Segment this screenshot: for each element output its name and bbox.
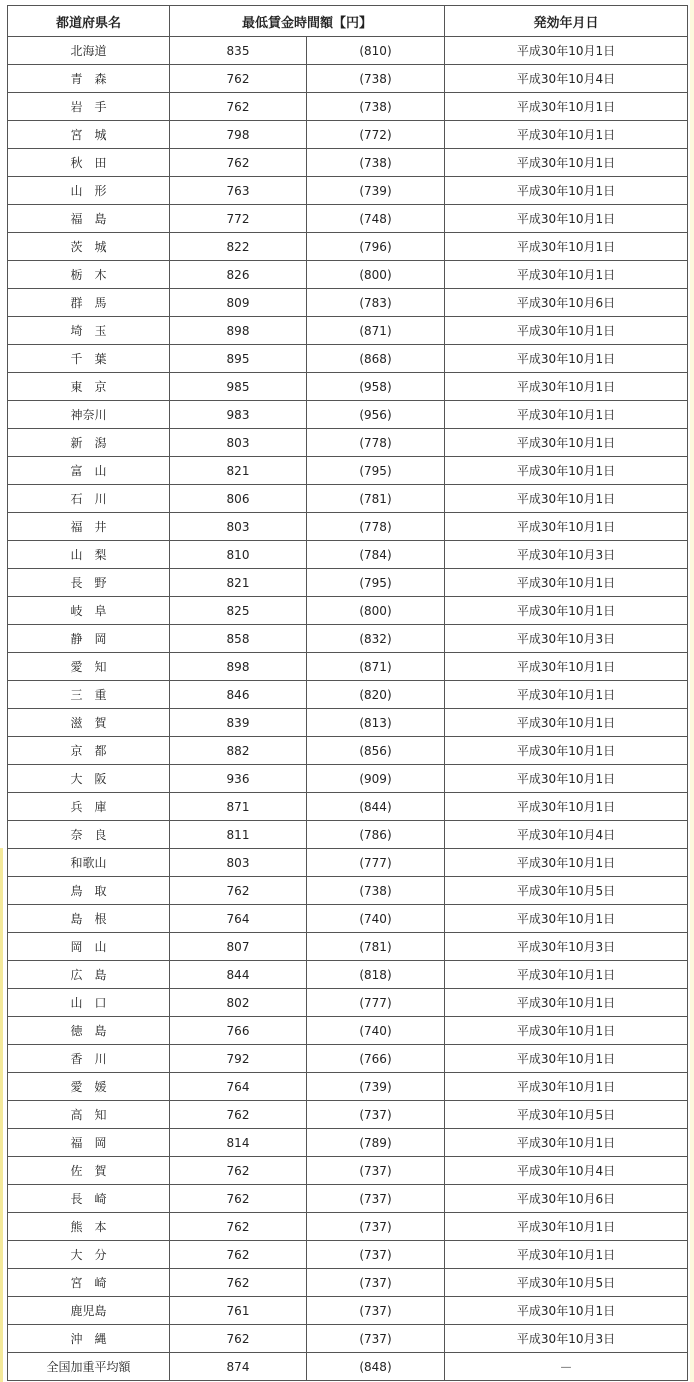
effective-date-cell: 平成30年10月1日 [445,1297,688,1325]
left-accent-stripe [0,848,3,1382]
table-row [8,653,688,681]
wage-cell: 882 [170,737,307,765]
effective-date-cell: 平成30年10月4日 [445,821,688,849]
wage-cell: 772 [170,205,307,233]
previous-wage-cell: (778) [307,429,445,457]
table-row [8,681,688,709]
prefecture-cell: 高 知 [8,1101,170,1129]
table-row [8,933,688,961]
wage-cell: 811 [170,821,307,849]
previous-wage-cell: (737) [307,1157,445,1185]
effective-date-cell: 平成30年10月5日 [445,877,688,905]
previous-wage-cell: (800) [307,261,445,289]
prefecture-cell: 東 京 [8,373,170,401]
header-row [8,6,688,37]
prefecture-cell: 千 葉 [8,345,170,373]
prefecture-cell: 北海道 [8,37,170,65]
wage-cell: 895 [170,345,307,373]
wage-cell: 803 [170,429,307,457]
prefecture-cell: 富 山 [8,457,170,485]
previous-wage-cell: (738) [307,93,445,121]
table-row [8,1325,688,1353]
effective-date-cell: 平成30年10月1日 [445,1213,688,1241]
previous-wage-cell: (783) [307,289,445,317]
table-row [8,149,688,177]
previous-wage-cell: (740) [307,1017,445,1045]
table-row [8,737,688,765]
effective-date-cell: 平成30年10月6日 [445,1185,688,1213]
table-row [8,345,688,373]
previous-wage-cell: (737) [307,1269,445,1297]
prefecture-cell: 山 口 [8,989,170,1017]
wage-cell: 806 [170,485,307,513]
prefecture-cell: 滋 賀 [8,709,170,737]
wage-cell: 985 [170,373,307,401]
previous-wage-cell: (739) [307,177,445,205]
previous-wage-cell: (739) [307,1073,445,1101]
wage-cell: 814 [170,1129,307,1157]
previous-wage-cell: (738) [307,65,445,93]
previous-wage-cell: (738) [307,877,445,905]
wage-cell: 822 [170,233,307,261]
previous-wage-cell: (909) [307,765,445,793]
wage-cell: 983 [170,401,307,429]
wage-cell: 826 [170,261,307,289]
effective-date-cell: 平成30年10月1日 [445,1045,688,1073]
effective-date-cell: 平成30年10月1日 [445,681,688,709]
previous-wage-cell: (818) [307,961,445,989]
header-effective-date: 発効年月日 [445,6,688,37]
prefecture-cell: 愛 媛 [8,1073,170,1101]
previous-wage-cell: (789) [307,1129,445,1157]
effective-date-cell: 平成30年10月1日 [445,653,688,681]
effective-date-cell: 平成30年10月1日 [445,261,688,289]
prefecture-cell: 京 都 [8,737,170,765]
table-row [8,457,688,485]
effective-date-cell: 平成30年10月1日 [445,401,688,429]
table-row [8,317,688,345]
wage-cell: 821 [170,569,307,597]
effective-date-cell: 平成30年10月5日 [445,1101,688,1129]
effective-date-cell: 平成30年10月1日 [445,177,688,205]
previous-wage-cell: (738) [307,149,445,177]
effective-date-cell: 平成30年10月1日 [445,429,688,457]
table-row [8,37,688,65]
wage-cell: 809 [170,289,307,317]
table-row [8,289,688,317]
wage-cell: 792 [170,1045,307,1073]
effective-date-cell: 平成30年10月3日 [445,1325,688,1353]
effective-date-cell: 平成30年10月1日 [445,989,688,1017]
prefecture-cell: 岐 阜 [8,597,170,625]
header-prefecture: 都道府県名 [8,6,170,37]
previous-wage-cell: (795) [307,457,445,485]
prefecture-cell: 島 根 [8,905,170,933]
previous-wage-cell: (737) [307,1325,445,1353]
previous-wage-cell: (848) [307,1353,445,1381]
table-row [8,401,688,429]
previous-wage-cell: (781) [307,485,445,513]
prefecture-cell: 長 崎 [8,1185,170,1213]
table-row [8,961,688,989]
prefecture-cell: 秋 田 [8,149,170,177]
table-row [8,485,688,513]
prefecture-cell: 愛 知 [8,653,170,681]
wage-cell: 810 [170,541,307,569]
wage-cell: 762 [170,1101,307,1129]
prefecture-cell: 鹿児島 [8,1297,170,1325]
previous-wage-cell: (844) [307,793,445,821]
wage-cell: 874 [170,1353,307,1381]
table-row [8,849,688,877]
effective-date-cell: 平成30年10月1日 [445,513,688,541]
prefecture-cell: 山 梨 [8,541,170,569]
prefecture-cell: 岡 山 [8,933,170,961]
previous-wage-cell: (796) [307,233,445,261]
effective-date-cell: 平成30年10月1日 [445,737,688,765]
previous-wage-cell: (737) [307,1241,445,1269]
prefecture-cell: 和歌山 [8,849,170,877]
table-row [8,1017,688,1045]
prefecture-cell: 神奈川 [8,401,170,429]
table-row [8,1157,688,1185]
previous-wage-cell: (958) [307,373,445,401]
effective-date-cell: － [445,1353,688,1381]
previous-wage-cell: (772) [307,121,445,149]
previous-wage-cell: (800) [307,597,445,625]
prefecture-cell: 三 重 [8,681,170,709]
prefecture-cell: 宮 崎 [8,1269,170,1297]
wage-cell: 762 [170,1157,307,1185]
effective-date-cell: 平成30年10月3日 [445,625,688,653]
wage-cell: 762 [170,1241,307,1269]
prefecture-cell: 大 阪 [8,765,170,793]
prefecture-cell: 福 井 [8,513,170,541]
wage-cell: 766 [170,1017,307,1045]
wage-cell: 858 [170,625,307,653]
effective-date-cell: 平成30年10月1日 [445,1129,688,1157]
table-row [8,793,688,821]
previous-wage-cell: (868) [307,345,445,373]
prefecture-cell: 山 形 [8,177,170,205]
prefecture-cell: 徳 島 [8,1017,170,1045]
previous-wage-cell: (737) [307,1297,445,1325]
wage-cell: 764 [170,905,307,933]
table-row [8,1185,688,1213]
table-row [8,65,688,93]
prefecture-cell: 大 分 [8,1241,170,1269]
effective-date-cell: 平成30年10月1日 [445,849,688,877]
previous-wage-cell: (795) [307,569,445,597]
wage-cell: 835 [170,37,307,65]
prefecture-cell: 青 森 [8,65,170,93]
prefecture-cell: 群 馬 [8,289,170,317]
table-row [8,513,688,541]
prefecture-cell: 佐 賀 [8,1157,170,1185]
prefecture-cell: 茨 城 [8,233,170,261]
effective-date-cell: 平成30年10月1日 [445,373,688,401]
effective-date-cell: 平成30年10月3日 [445,933,688,961]
prefecture-cell: 沖 縄 [8,1325,170,1353]
effective-date-cell: 平成30年10月1日 [445,457,688,485]
table-row [8,597,688,625]
prefecture-cell: 奈 良 [8,821,170,849]
prefecture-cell: 石 川 [8,485,170,513]
previous-wage-cell: (777) [307,989,445,1017]
prefecture-cell: 全国加重平均額 [8,1353,170,1381]
effective-date-cell: 平成30年10月1日 [445,1241,688,1269]
effective-date-cell: 平成30年10月1日 [445,485,688,513]
previous-wage-cell: (813) [307,709,445,737]
effective-date-cell: 平成30年10月1日 [445,765,688,793]
prefecture-cell: 鳥 取 [8,877,170,905]
previous-wage-cell: (778) [307,513,445,541]
table-row [8,429,688,457]
previous-wage-cell: (856) [307,737,445,765]
wage-cell: 798 [170,121,307,149]
previous-wage-cell: (781) [307,933,445,961]
effective-date-cell: 平成30年10月1日 [445,317,688,345]
effective-date-cell: 平成30年10月3日 [445,541,688,569]
prefecture-cell: 福 岡 [8,1129,170,1157]
previous-wage-cell: (748) [307,205,445,233]
wage-cell: 762 [170,1325,307,1353]
effective-date-cell: 平成30年10月1日 [445,121,688,149]
previous-wage-cell: (766) [307,1045,445,1073]
wage-cell: 803 [170,849,307,877]
previous-wage-cell: (740) [307,905,445,933]
table-row [8,1269,688,1297]
wage-cell: 844 [170,961,307,989]
table-row [8,1073,688,1101]
wage-cell: 762 [170,1185,307,1213]
wage-cell: 761 [170,1297,307,1325]
prefecture-cell: 岩 手 [8,93,170,121]
effective-date-cell: 平成30年10月4日 [445,1157,688,1185]
effective-date-cell: 平成30年10月1日 [445,205,688,233]
table-row [8,233,688,261]
wage-cell: 762 [170,877,307,905]
wage-cell: 825 [170,597,307,625]
table-row [8,205,688,233]
table-row [8,905,688,933]
wage-cell: 898 [170,653,307,681]
prefecture-cell: 香 川 [8,1045,170,1073]
effective-date-cell: 平成30年10月1日 [445,793,688,821]
previous-wage-cell: (832) [307,625,445,653]
table-row [8,1241,688,1269]
table-row [8,1045,688,1073]
wage-cell: 762 [170,1213,307,1241]
table-row [8,877,688,905]
wage-cell: 871 [170,793,307,821]
table-row [8,821,688,849]
table-row [8,373,688,401]
table-row [8,989,688,1017]
header-wage: 最低賃金時間額【円】 [170,6,445,37]
wage-cell: 762 [170,65,307,93]
wage-cell: 839 [170,709,307,737]
prefecture-cell: 福 島 [8,205,170,233]
previous-wage-cell: (784) [307,541,445,569]
wage-cell: 821 [170,457,307,485]
prefecture-cell: 兵 庫 [8,793,170,821]
table-row [8,569,688,597]
wage-cell: 846 [170,681,307,709]
prefecture-cell: 宮 城 [8,121,170,149]
table-row [8,1297,688,1325]
table-row [8,177,688,205]
table-row [8,709,688,737]
effective-date-cell: 平成30年10月1日 [445,709,688,737]
wage-cell: 936 [170,765,307,793]
right-accent-stripe [690,0,694,1382]
prefecture-cell: 栃 木 [8,261,170,289]
prefecture-cell: 熊 本 [8,1213,170,1241]
previous-wage-cell: (737) [307,1185,445,1213]
minimum-wage-table [7,5,688,1381]
effective-date-cell: 平成30年10月1日 [445,1073,688,1101]
effective-date-cell: 平成30年10月1日 [445,93,688,121]
table-row [8,1213,688,1241]
previous-wage-cell: (871) [307,317,445,345]
national-average-row [8,1353,688,1381]
previous-wage-cell: (786) [307,821,445,849]
table-row [8,1101,688,1129]
previous-wage-cell: (810) [307,37,445,65]
table-row [8,261,688,289]
previous-wage-cell: (737) [307,1101,445,1129]
effective-date-cell: 平成30年10月6日 [445,289,688,317]
previous-wage-cell: (777) [307,849,445,877]
previous-wage-cell: (871) [307,653,445,681]
effective-date-cell: 平成30年10月1日 [445,569,688,597]
effective-date-cell: 平成30年10月1日 [445,37,688,65]
effective-date-cell: 平成30年10月1日 [445,1017,688,1045]
effective-date-cell: 平成30年10月1日 [445,597,688,625]
prefecture-cell: 長 野 [8,569,170,597]
wage-cell: 764 [170,1073,307,1101]
previous-wage-cell: (737) [307,1213,445,1241]
effective-date-cell: 平成30年10月1日 [445,961,688,989]
wage-cell: 762 [170,1269,307,1297]
wage-cell: 898 [170,317,307,345]
effective-date-cell: 平成30年10月1日 [445,233,688,261]
prefecture-cell: 埼 玉 [8,317,170,345]
wage-cell: 762 [170,149,307,177]
wage-cell: 762 [170,93,307,121]
effective-date-cell: 平成30年10月1日 [445,345,688,373]
effective-date-cell: 平成30年10月4日 [445,65,688,93]
effective-date-cell: 平成30年10月1日 [445,905,688,933]
wage-cell: 763 [170,177,307,205]
table-row [8,121,688,149]
previous-wage-cell: (820) [307,681,445,709]
table-row [8,625,688,653]
wage-cell: 803 [170,513,307,541]
table-row [8,1129,688,1157]
previous-wage-cell: (956) [307,401,445,429]
wage-cell: 802 [170,989,307,1017]
prefecture-cell: 広 島 [8,961,170,989]
effective-date-cell: 平成30年10月1日 [445,149,688,177]
table-row [8,93,688,121]
table-row [8,765,688,793]
prefecture-cell: 新 潟 [8,429,170,457]
effective-date-cell: 平成30年10月5日 [445,1269,688,1297]
wage-cell: 807 [170,933,307,961]
table-row [8,541,688,569]
prefecture-cell: 静 岡 [8,625,170,653]
